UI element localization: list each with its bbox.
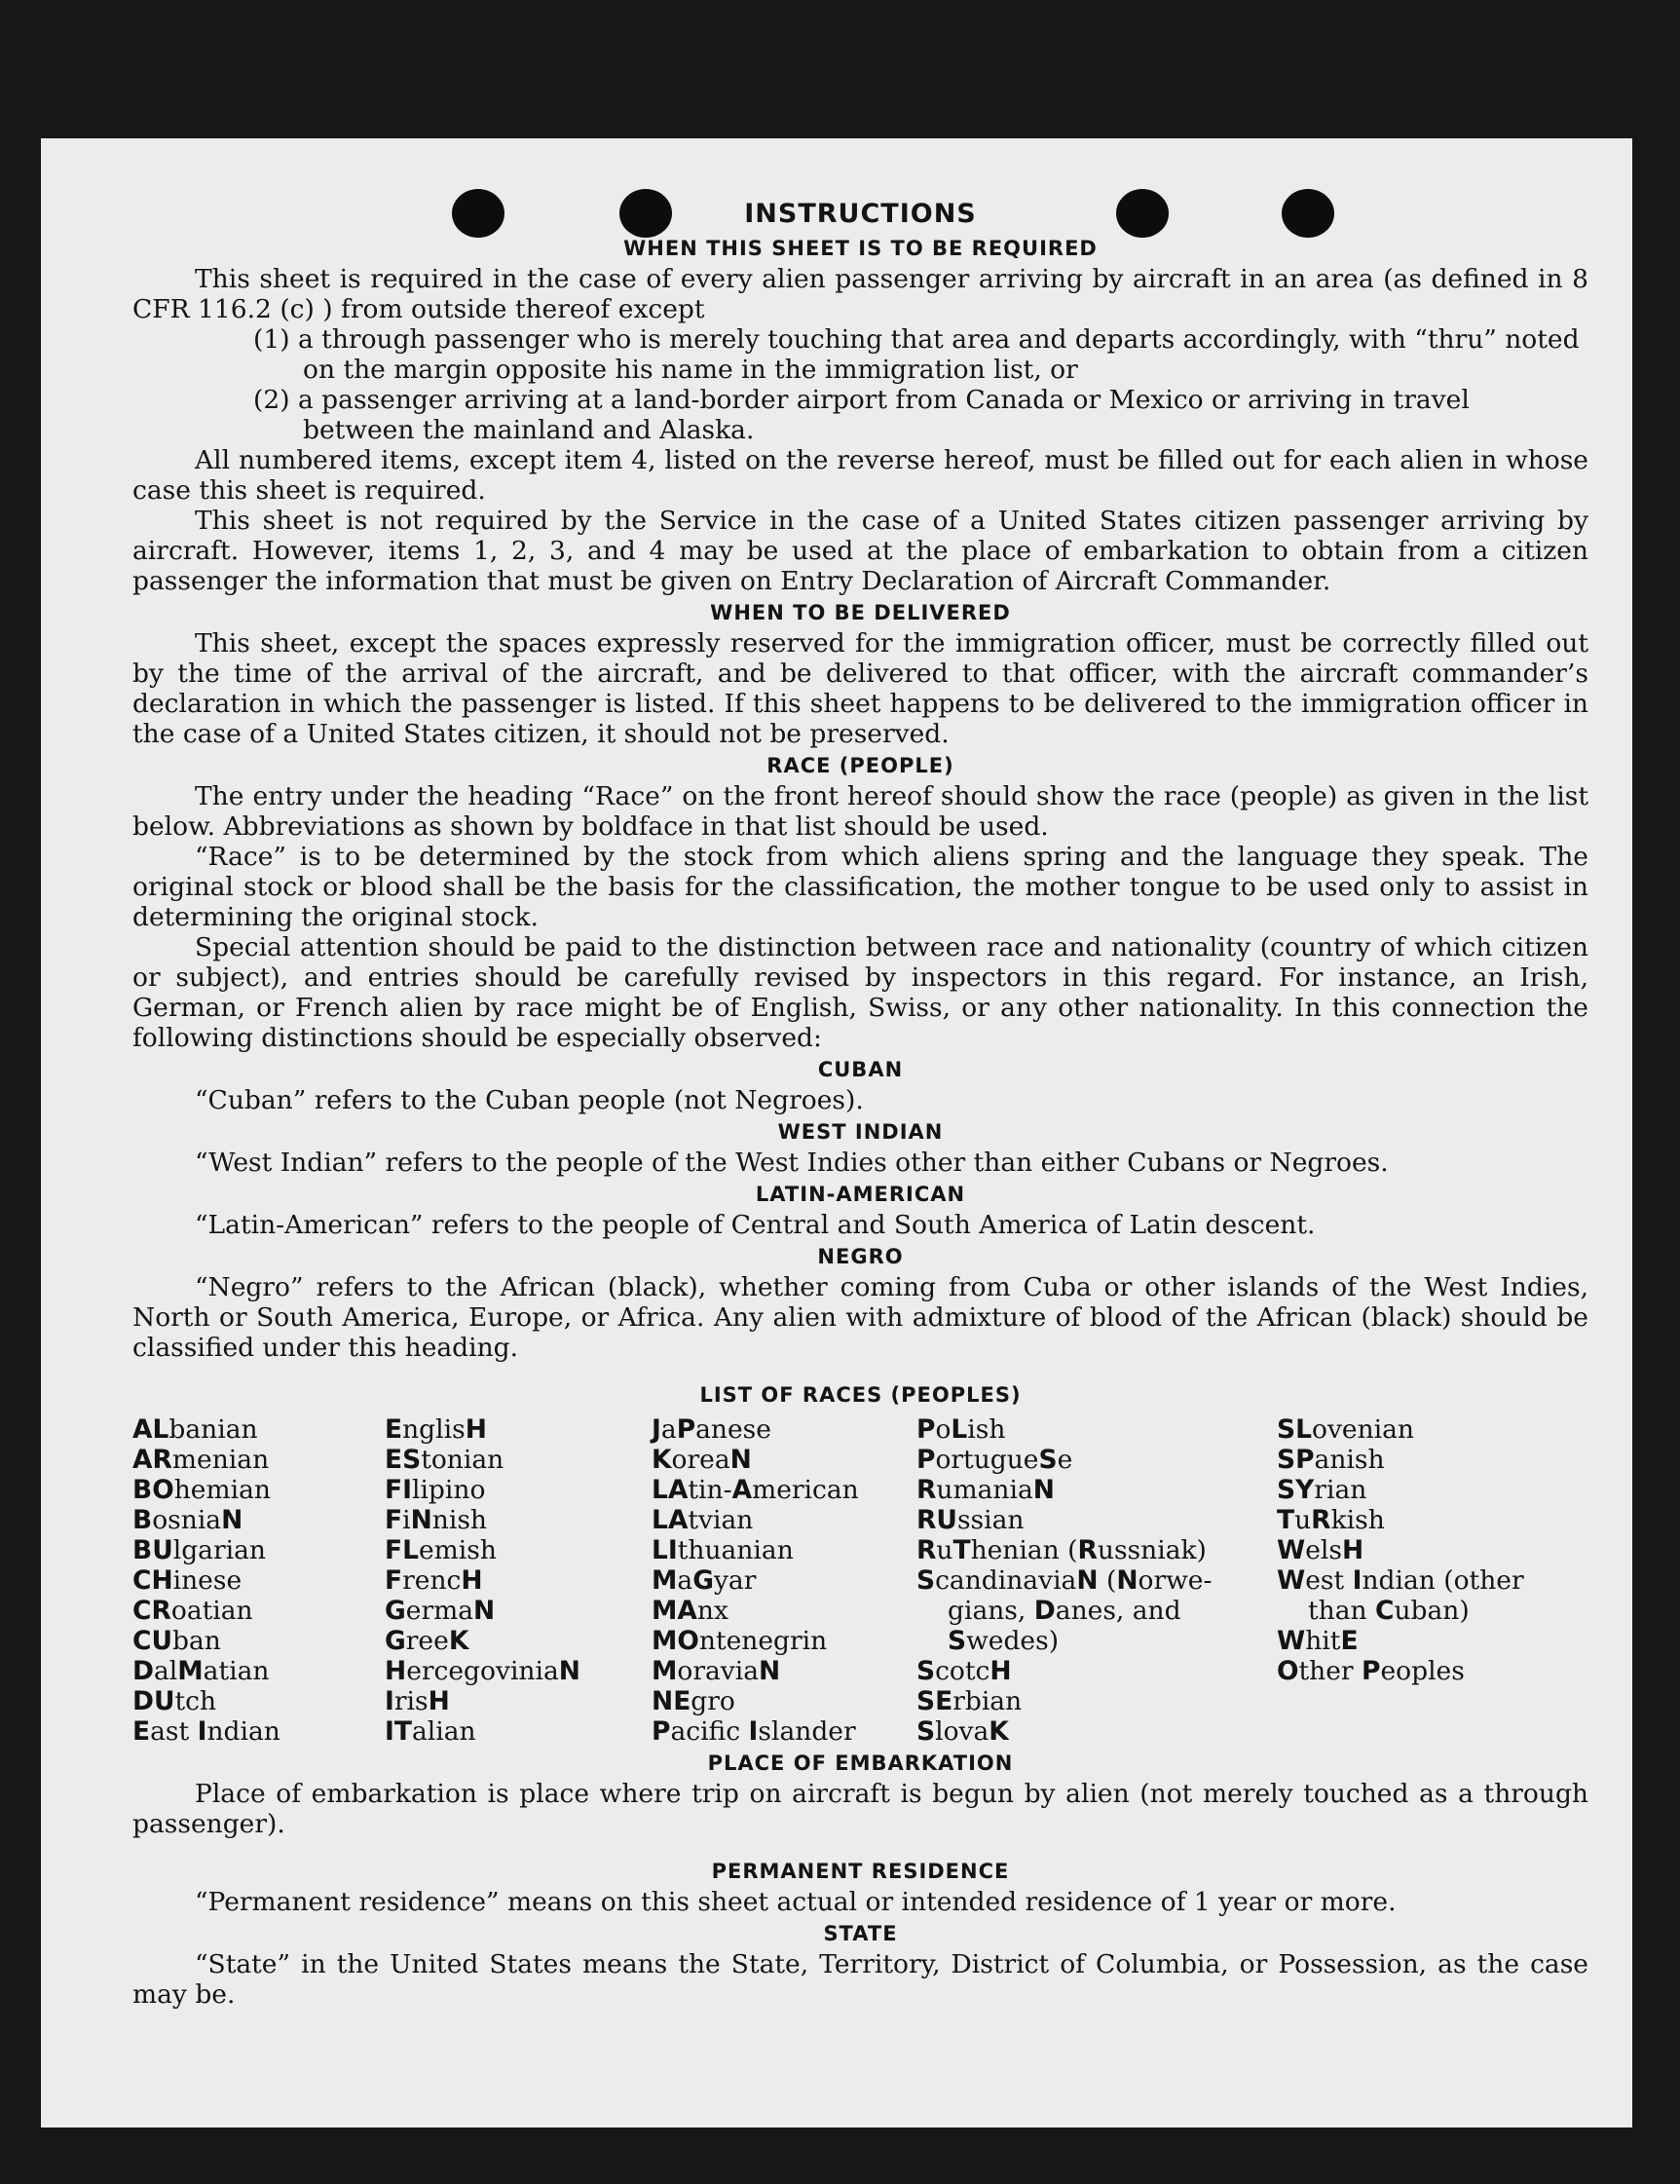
race-entry: GreeK: [385, 1626, 469, 1656]
race-entry: EnglisH: [385, 1414, 487, 1445]
subheading-cuban: CUBAN: [817, 1058, 904, 1081]
race-entry: FrencH: [385, 1565, 483, 1596]
race-entry: LIthuanian: [652, 1535, 794, 1565]
instruction-sheet: [41, 138, 1632, 2128]
paragraph: This sheet, except the spaces expressly reserved for the immigration officer, must be correctly filled out by the time of the arrival of the aircraft, and be delivered to that officer, with the aircraft commander’s declaration in which the passenger is listed. If this sheet happens to be delivered to the immigration officer in the case of a United States citizen, it should not be preserved.: [132, 628, 1588, 749]
paragraph: This sheet is not required by the Service in the case of a United States citizen passenger arriving by aircraft. However, items 1, 2, 3, and 4 may be used at the place of embarkation to obtain from a citizen passenger the information that must be given on Entry Declaration of Aircraft Commander.: [132, 506, 1588, 596]
race-entry: EStonian: [385, 1445, 504, 1475]
race-entry: BOhemian: [132, 1475, 271, 1505]
definition-cuban: “Cuban” refers to the Cuban people (not Negroes).: [195, 1085, 864, 1115]
race-entry: FLemish: [385, 1535, 497, 1565]
definition-state: “State” in the United States means the State, Territory, District of Columbia, or Possession, as the case may be.: [132, 1949, 1588, 2010]
race-entry: MAnx: [652, 1596, 728, 1626]
subheading-latin-american: LATIN-AMERICAN: [755, 1183, 966, 1206]
section-heading-delivered: WHEN TO BE DELIVERED: [710, 601, 1011, 624]
race-entry: SLovenian: [1277, 1414, 1415, 1445]
subheading-west-indian: WEST INDIAN: [777, 1120, 944, 1144]
race-entry: West Indian (other: [1277, 1565, 1524, 1596]
race-entry: Other Peoples: [1277, 1656, 1465, 1686]
race-entry: ALbanian: [132, 1414, 258, 1445]
race-entry: SlovaK: [916, 1716, 1009, 1747]
page-title: INSTRUCTIONS: [744, 199, 977, 229]
race-entry: KoreaN: [652, 1445, 752, 1475]
paragraph: All numbered items, except item 4, listed on the reverse hereof, must be filled out for each alien in whose case this sheet is required.: [132, 445, 1588, 506]
section-heading-embarkation: PLACE OF EMBARKATION: [707, 1751, 1014, 1775]
race-entry: MOntenegrin: [652, 1626, 828, 1656]
race-entry: CRoatian: [132, 1596, 253, 1626]
race-entry: ITalian: [385, 1716, 476, 1747]
definition-west-indian: “West Indian” refers to the people of the West Indies other than either Cubans or Negroes.: [195, 1148, 1389, 1178]
race-entry: JaPanese: [652, 1414, 771, 1445]
race-entry: DUtch: [132, 1686, 217, 1716]
race-entry: ScandinaviaN (Norwe-: [916, 1565, 1213, 1596]
races-list-heading: LIST OF RACES (PEOPLES): [699, 1383, 1022, 1407]
race-entry: Swedes): [948, 1626, 1060, 1656]
race-entry: RumaniaN: [916, 1475, 1055, 1505]
race-entry: LAtin-American: [652, 1475, 859, 1505]
race-entry: RuThenian (Russniak): [916, 1535, 1207, 1565]
section-heading-residence: PERMANENT RESIDENCE: [711, 1860, 1010, 1883]
race-entry: GermaN: [385, 1596, 496, 1626]
instructions-content: [132, 197, 1588, 2010]
race-entry: PortugueSe: [916, 1445, 1073, 1475]
subheading-negro: NEGRO: [817, 1245, 904, 1268]
race-entry: CUban: [132, 1626, 221, 1656]
numbered-item-1: (1) a through passenger who is merely touching that area and departs accordingly, with “thru” noted on the margin opposite his name in the immigration list, or: [253, 324, 1580, 385]
race-entry: HercegoviniaN: [385, 1656, 580, 1686]
race-entry: SErbian: [916, 1686, 1023, 1716]
paragraph: This sheet is required in the case of every alien passenger arriving by aircraft in an area (as defined in 8 CFR 116.2 (c) ) from outside thereof except: [132, 264, 1588, 324]
races-column-1: [132, 1414, 385, 1747]
race-entry: CHinese: [132, 1565, 243, 1596]
race-entry: LAtvian: [652, 1505, 754, 1535]
race-entry: TuRkish: [1277, 1505, 1385, 1535]
race-entry: BosniaN: [132, 1505, 243, 1535]
race-entry: gians, Danes, and: [948, 1596, 1181, 1626]
race-entry: BUlgarian: [132, 1535, 266, 1565]
race-entry: RUssian: [916, 1505, 1025, 1535]
race-entry: WelsH: [1277, 1535, 1364, 1565]
definition-latin-american: “Latin-American” refers to the people of Central and South America of Latin descent.: [195, 1210, 1316, 1240]
race-entry: IrisH: [385, 1686, 450, 1716]
paragraph: Special attention should be paid to the distinction between race and nationality (country of which citizen or subject), and entries should be carefully revised by inspectors in this regard. For instance, an Irish, German, or French alien by race might be of English, Swiss, or any other nationality. In this connection the following distinctions should be especially observed:: [132, 932, 1588, 1053]
numbered-item-2: (2) a passenger arriving at a land-border airport from Canada or Mexico or arriving in travel between the mainland and Alaska.: [253, 385, 1470, 445]
race-entry: ScotcH: [916, 1656, 1012, 1686]
race-entry: FIlipino: [385, 1475, 486, 1505]
race-entry: East Indian: [132, 1716, 280, 1747]
races-column-4: [916, 1414, 1277, 1747]
race-entry: NEgro: [652, 1686, 735, 1716]
definition-negro: “Negro” refers to the African (black), whether coming from Cuba or other islands of the West Indies, North or South America, Europe, or Africa. Any alien with admixture of blood of the African (black) should be classified under this heading.: [132, 1272, 1588, 1363]
race-entry: SYrian: [1277, 1475, 1367, 1505]
paragraph: The entry under the heading “Race” on the front hereof should show the race (people) as given in the list below. Abbreviations as shown by boldface in that list should be used.: [132, 781, 1588, 842]
race-entry: ARmenian: [132, 1445, 270, 1475]
race-entry: DalMatian: [132, 1656, 270, 1686]
section-heading-state: STATE: [823, 1922, 898, 1945]
race-entry: MaGyar: [652, 1565, 757, 1596]
races-column-5: [1277, 1414, 1588, 1747]
race-entry: SPanish: [1277, 1445, 1385, 1475]
races-list: [132, 1414, 1588, 1747]
race-entry: WhitE: [1277, 1626, 1359, 1656]
section-heading-required: WHEN THIS SHEET IS TO BE REQUIRED: [623, 237, 1098, 260]
race-entry: MoraviaN: [652, 1656, 781, 1686]
race-entry: PoLish: [916, 1414, 1006, 1445]
section-heading-race: RACE (PEOPLE): [766, 754, 954, 777]
race-entry: Pacific Islander: [652, 1716, 856, 1747]
paragraph: Place of embarkation is place where trip on aircraft is begun by alien (not merely touched as a through passenger).: [132, 1779, 1588, 1839]
paragraph: “Race” is to be determined by the stock from which aliens spring and the language they speak. The original stock or blood shall be the basis for the classification, the mother tongue to be used only to assist in determining the original stock.: [132, 842, 1588, 932]
races-column-2: [385, 1414, 652, 1747]
race-entry: than Cuban): [1308, 1596, 1470, 1626]
races-column-3: [652, 1414, 916, 1747]
race-entry: FiNnish: [385, 1505, 487, 1535]
definition-residence: “Permanent residence” means on this sheet actual or intended residence of 1 year or more.: [195, 1887, 1397, 1917]
